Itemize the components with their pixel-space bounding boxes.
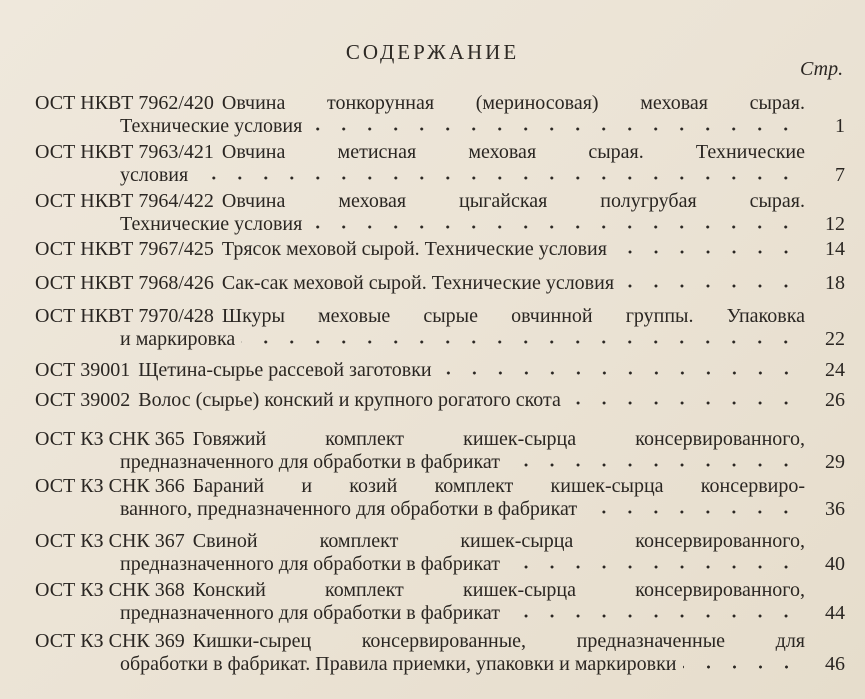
entry-title: Кишки-сырец консервированные, предназначенные для [192, 630, 805, 652]
toc-entry [35, 630, 845, 675]
dot-leader [506, 565, 799, 569]
entry-title-continuation: предназначенного для обработки в фабрикат [120, 553, 500, 575]
entry-code: ОСТ НКВТ 7963/421 [35, 141, 214, 163]
entry-title: Овчина меховая цыгайская полугрубая сырая. [221, 190, 805, 212]
toc-entry [35, 475, 845, 520]
entry-code: ОСТ КЗ СНК 366 [35, 475, 185, 497]
entry-title-continuation: Технические условия [120, 213, 303, 235]
entry-title-continuation: и маркировка [120, 328, 236, 350]
entry-title: Свиной комплект кишек-сырца консервированного, [192, 530, 805, 552]
page-column-header: Стр. [800, 58, 844, 80]
entry-title: Овчина метисная меховая сырая. Технические [221, 141, 805, 163]
dot-leader [308, 225, 799, 229]
toc-entry [35, 359, 845, 381]
entry-title: Трясок меховой сырой. Технические условия [221, 238, 607, 260]
entry-page-number: 24 [825, 359, 845, 381]
toc-entry [35, 389, 845, 411]
entry-page-number: 22 [825, 328, 845, 350]
dot-leader [620, 284, 799, 288]
entry-page-number: 7 [835, 164, 845, 186]
entry-code: ОСТ КЗ СНК 368 [35, 579, 185, 601]
entry-title-continuation: Технические условия [120, 115, 303, 137]
entry-title-continuation: предназначенного для обработки в фабрикат [120, 602, 500, 624]
entry-page-number: 36 [825, 498, 845, 520]
entry-title: Щетина-сырье рассевой заготовки [138, 359, 432, 381]
dot-leader [506, 614, 799, 618]
entry-title: Овчина тонкорунная (мериносовая) меховая сырая. [221, 92, 805, 114]
entry-title: Волос (сырье) конский и крупного рогатого скота [138, 389, 561, 411]
entry-page-number: 26 [825, 389, 845, 411]
entry-page-number: 46 [825, 653, 845, 675]
dot-leader [241, 340, 799, 344]
entry-code: ОСТ НКВТ 7962/420 [35, 92, 214, 114]
entry-title: Шкуры меховые сырые овчинной группы. Упаковка [221, 305, 805, 327]
toc-entry [35, 579, 845, 624]
entry-page-number: 40 [825, 553, 845, 575]
toc-entry [35, 305, 845, 350]
toc-entry [35, 92, 845, 137]
entry-page-number: 44 [825, 602, 845, 624]
toc-entry [35, 190, 845, 235]
entry-title: Конский комплект кишек-сырца консервированного, [192, 579, 805, 601]
dot-leader [506, 463, 799, 467]
entry-code: ОСТ НКВТ 7967/425 [35, 238, 214, 260]
entry-page-number: 1 [835, 115, 845, 137]
entry-page-number: 14 [825, 238, 845, 260]
toc-entry [35, 238, 845, 260]
entry-title: Сак-сак меховой сырой. Технические условия [221, 272, 615, 294]
dot-leader [613, 250, 799, 254]
entry-page-number: 18 [825, 272, 845, 294]
entry-code: ОСТ НКВТ 7970/428 [35, 305, 214, 327]
dot-leader [567, 401, 799, 405]
entry-code: ОСТ 39001 [35, 359, 131, 381]
entry-code: ОСТ КЗ СНК 367 [35, 530, 185, 552]
toc-entry [35, 428, 845, 473]
entry-code: ОСТ НКВТ 7968/426 [35, 272, 214, 294]
toc-entry [35, 530, 845, 575]
entry-title: Говяжий комплект кишек-сырца консервированного, [192, 428, 805, 450]
entry-code: ОСТ КЗ СНК 369 [35, 630, 185, 652]
entry-title-continuation: обработки в фабрикат. Правила приемки, упаковки и маркировки [120, 653, 677, 675]
dot-leader [194, 176, 799, 180]
entry-title: Бараний и козий комплект кишек-сырца консервиро- [192, 475, 805, 497]
entry-title-continuation: ванного, предназначенного для обработки в фабрикат [120, 498, 578, 520]
entry-code: ОСТ НКВТ 7964/422 [35, 190, 214, 212]
dot-leader [308, 127, 799, 131]
toc-entry [35, 141, 845, 186]
entry-code: ОСТ КЗ СНК 365 [35, 428, 185, 450]
entry-code: ОСТ 39002 [35, 389, 131, 411]
dot-leader [583, 510, 799, 514]
entry-page-number: 12 [825, 213, 845, 235]
page-title: СОДЕРЖАНИЕ [345, 40, 520, 64]
entry-title-continuation: условия [120, 164, 189, 186]
toc-entry [35, 272, 845, 294]
entry-title-continuation: предназначенного для обработки в фабрикат [120, 451, 500, 473]
entry-page-number: 29 [825, 451, 845, 473]
dot-leader [683, 665, 799, 669]
dot-leader [438, 371, 799, 375]
